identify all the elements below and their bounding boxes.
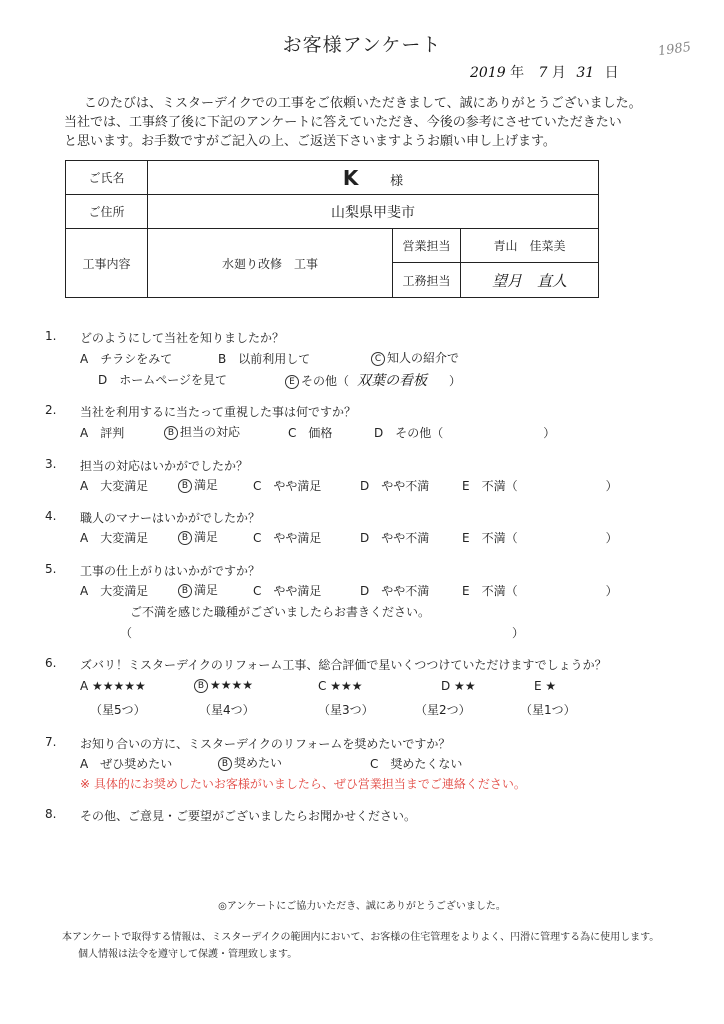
q2-option-b[interactable]: B 担当の対応 [164, 423, 240, 440]
q4-option-c[interactable]: C やや満足 [253, 531, 322, 545]
selected-circle-icon: B [218, 757, 232, 771]
q4-number: 4. [45, 509, 57, 523]
q4-option-d[interactable]: D やや不満 [360, 531, 430, 545]
q5-option-c[interactable]: C やや満足 [253, 584, 322, 598]
name-field[interactable]: K 様 [148, 161, 599, 195]
q5-option-e[interactable]: E 不満（ ） [462, 584, 618, 598]
q6-label-a: （星5つ） [90, 703, 146, 717]
engineering-label: 工務担当 [393, 263, 461, 298]
q5-option-a[interactable]: A 大変満足 [80, 584, 149, 598]
q2-number: 2. [45, 403, 57, 417]
q7-option-c[interactable]: C 奨めたくない [370, 757, 463, 771]
q4-option-e[interactable]: E 不満（ ） [462, 531, 618, 545]
q3-question: 担当の対応はいかがでしたか？ [80, 459, 249, 473]
q3-option-d[interactable]: D やや不満 [360, 479, 430, 493]
q5-number: 5. [45, 562, 57, 576]
q3-number: 3. [45, 457, 57, 471]
selected-circle-icon: B [178, 479, 192, 493]
selected-circle-icon: E [285, 375, 299, 389]
q1-number: 1. [45, 329, 57, 343]
q5-option-b[interactable]: B 満足 [178, 581, 218, 598]
date-year: 2019 [470, 65, 506, 81]
customer-name: K [342, 165, 359, 190]
survey-date: 2019 年 7 月 31 日 [470, 65, 619, 81]
q7-option-b[interactable]: B 奨めたい [218, 754, 282, 771]
q7-question: お知り合いの方に、ミスターデイクのリフォームを奨めたいですか？ [80, 737, 451, 751]
q6-number: 6. [45, 656, 57, 670]
q5-option-d[interactable]: D やや不満 [360, 584, 430, 598]
q6-label-c: （星3つ） [318, 703, 374, 717]
selected-circle-icon: C [371, 352, 385, 366]
q2-option-d[interactable]: D その他（ ） [374, 426, 556, 440]
q2-option-a[interactable]: A 評判 [80, 426, 125, 440]
q2-option-c[interactable]: C 価格 [288, 426, 333, 440]
q5-sub-question: ご不満を感じた職種がございましたらお書きください。 [130, 605, 431, 619]
customer-info-table [65, 160, 599, 298]
q6-question: ズバリ！ミスターデイクのリフォーム工事、総合評価で星いくつつけていただけますでしょうか？ [80, 658, 607, 672]
page-title: お客様アンケート [282, 34, 442, 56]
q6-label-b: （星4つ） [199, 703, 255, 717]
q4-question: 職人のマナーはいかがでしたか？ [80, 511, 261, 525]
sales-label: 営業担当 [393, 229, 461, 263]
address-field[interactable]: 山梨県甲斐市 [148, 195, 599, 229]
date-day: 31 [576, 65, 595, 81]
q1-option-c[interactable]: C 知人の紹介で [371, 349, 459, 366]
selected-circle-icon: B [194, 679, 208, 693]
q7-option-a[interactable]: A ぜひ奨めたい [80, 757, 173, 771]
work-label: 工事内容 [66, 229, 148, 298]
reference-number: 1985 [657, 39, 692, 60]
q5-question: 工事の仕上がりはいかがですか？ [80, 564, 261, 578]
q6-option-b[interactable]: B ★★★★ [194, 678, 253, 693]
q5-answer-field[interactable]: （ ） [120, 626, 525, 640]
q3-option-c[interactable]: C やや満足 [253, 479, 322, 493]
q8-number: 8. [45, 807, 57, 821]
q6-option-e[interactable]: E ★ [534, 679, 557, 693]
q3-option-e[interactable]: E 不満（ ） [462, 479, 618, 493]
name-label: ご氏名 [66, 161, 148, 195]
privacy-note-2: 個人情報は法令を遵守して保護・管理致します。 [78, 949, 298, 960]
work-field[interactable]: 水廻り改修 工事 [148, 229, 393, 298]
q8-question: その他、ご意見・ご要望がございましたらお聞かせください。 [80, 809, 417, 823]
q4-option-b[interactable]: B 満足 [178, 528, 218, 545]
q1-question: どのようにして当社を知りましたか？ [80, 331, 285, 345]
address-label: ご住所 [66, 195, 148, 229]
q4-option-a[interactable]: A 大変満足 [80, 531, 149, 545]
q7-number: 7. [45, 735, 57, 749]
selected-circle-icon: B [178, 531, 192, 545]
q3-option-a[interactable]: A 大変満足 [80, 479, 149, 493]
selected-circle-icon: B [178, 584, 192, 598]
engineering-field[interactable]: 望月 直人 [461, 263, 599, 298]
q7-note: ※ 具体的にお奨めしたいお客様がいましたら、ぜひ営業担当までご連絡ください。 [80, 777, 526, 791]
q1-other-answer: 双葉の看板 [357, 373, 428, 389]
date-month: 7 [538, 65, 548, 81]
q1-option-d[interactable]: D ホームページを見て [98, 373, 228, 387]
q6-option-c[interactable]: C ★★★ [318, 679, 363, 693]
q6-label-e: （星1つ） [520, 703, 576, 717]
q1-option-b[interactable]: B 以前利用して [218, 352, 311, 366]
q3-option-b[interactable]: B 満足 [178, 476, 218, 493]
q1-option-e[interactable]: E その他（ 双葉の看板 ） [285, 370, 461, 390]
selected-circle-icon: B [164, 426, 178, 440]
thanks-message: ◎アンケートにご協力いただき、誠にありがとうございました。 [218, 901, 506, 912]
sales-field[interactable]: 青山 佳菜美 [461, 229, 599, 263]
intro-text: このたびは、ミスターデイクでの工事をご依頼いただきまして、誠にありがとうございました。 当社では、工事終了後に下記のアンケートに答えていただき、今後の参考にさせていただきたい と思います。お手数ですがご記入の上、ご返送下さいますようお願い申し上げます。 [64, 96, 642, 149]
q2-question: 当社を利用するに当たって重視した事は何ですか？ [80, 405, 357, 419]
q6-option-a[interactable]: A ★★★★★ [80, 679, 146, 693]
q6-option-d[interactable]: D ★★ [441, 679, 476, 693]
q6-label-d: （星2つ） [415, 703, 471, 717]
q1-option-a[interactable]: A チラシをみて [80, 352, 173, 366]
privacy-note: 本アンケートで取得する情報は、ミスターデイクの範囲内において、お客様の住宅管理をよりよく、円滑に管理する為に使用します。 [62, 932, 660, 943]
